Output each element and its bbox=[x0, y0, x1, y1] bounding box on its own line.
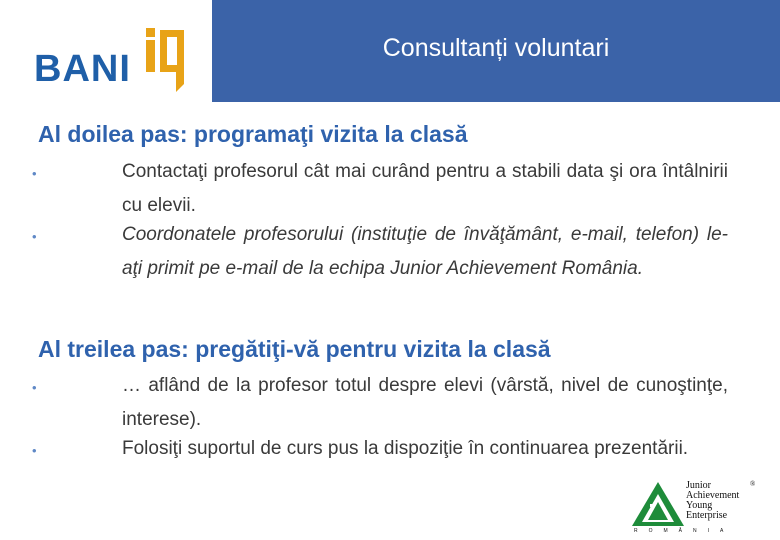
section-heading-step-2: Al doilea pas: programaţi vizita la clasă bbox=[38, 121, 468, 147]
bullet-icon: • bbox=[32, 229, 37, 244]
logo-text: BANI bbox=[34, 48, 131, 90]
list-item: Contactaţi profesorul cât mai curând pentru a stabili data şi ora întâlnirii cu elevii. bbox=[122, 161, 728, 216]
ja-line-2: Achievement bbox=[686, 490, 740, 501]
list-item: Folosiţi suportul de curs pus la dispoziţie în continuarea prezentării. bbox=[122, 438, 689, 459]
bullet-icon: • bbox=[32, 443, 37, 458]
ja-line-3: Young bbox=[686, 500, 713, 511]
header-band bbox=[212, 0, 780, 102]
page-title: Consultanți voluntari bbox=[382, 34, 610, 62]
bullet-icon: • bbox=[32, 380, 37, 395]
bani-iq-logo bbox=[34, 26, 194, 102]
ja-line-4: Enterprise bbox=[686, 510, 728, 521]
ja-line-1: Junior bbox=[686, 480, 711, 491]
bullet-icon: • bbox=[32, 166, 37, 181]
list-item: … aflând de la profesor totul despre elevi (vârstă, nivel de cunoştinţe, interese). bbox=[122, 375, 728, 430]
registered-mark: ® bbox=[750, 480, 756, 488]
ja-triangle-icon bbox=[630, 480, 686, 528]
section-heading-step-3: Al treilea pas: pregătiţi-vă pentru vizita la clasă bbox=[38, 336, 551, 362]
list-item: Coordonatele profesorului (instituţie de învăţământ, e-mail, telefon) le-aţi primit pe e-mail de la echipa Junior Achievement România. bbox=[122, 224, 728, 279]
logo-iq-mark bbox=[146, 26, 188, 100]
ja-country: ROMÂNIA bbox=[634, 528, 735, 534]
junior-achievement-logo bbox=[628, 478, 762, 534]
header-logo-area bbox=[0, 0, 212, 102]
